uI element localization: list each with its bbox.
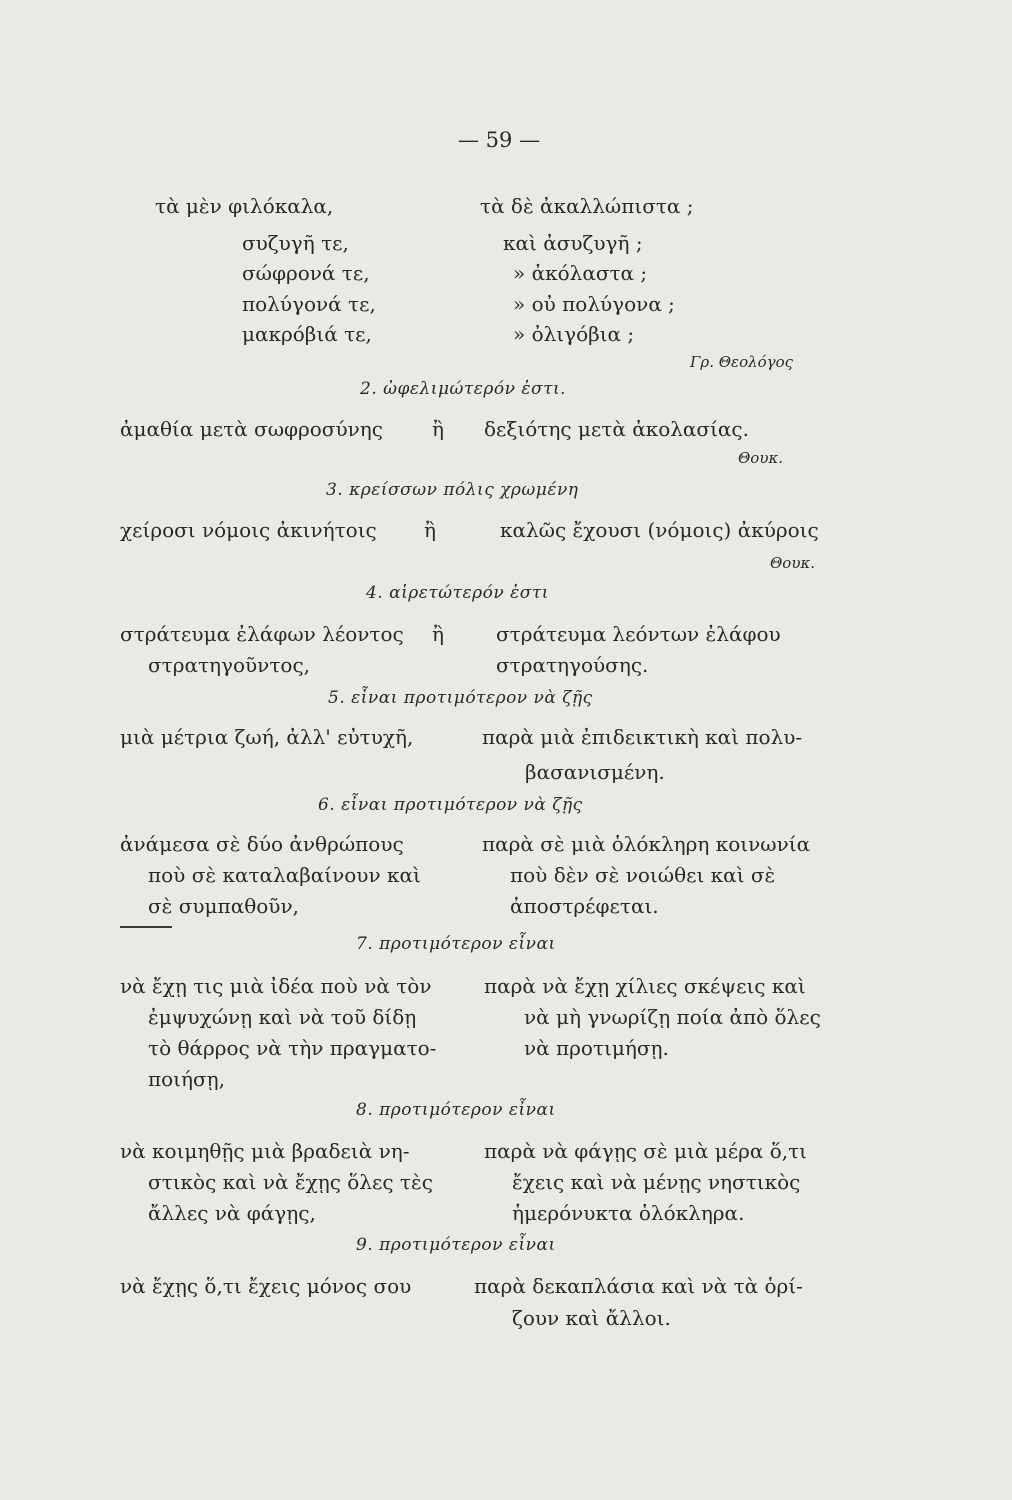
s9-heading: 9. προτιμότερον εἶναι [356,1235,556,1255]
margin-mark [120,926,172,928]
s8-left-1: νὰ κοιμηθῇς μιὰ βραδειὰ νη- [120,1139,410,1163]
s9-right-1: παρὰ δεκαπλάσια καὶ νὰ τὰ ὁρί- [474,1274,803,1298]
s5-right-1: παρὰ μιὰ ἐπιδεικτικὴ καὶ πολυ- [482,725,803,749]
s3-source: Θουκ. [770,554,816,572]
block1-source: Γρ. Θεολόγος [690,353,794,371]
block1-right-3: » ἀκόλαστα ; [513,261,648,285]
s6-left-1: ἀνάμεσα σὲ δύο ἀνθρώπους [120,832,404,856]
s6-heading: 6. εἶναι προτιμότερον νὰ ζῇς [318,795,583,815]
s8-left-3: ἄλλες νὰ φάγῃς, [148,1201,316,1225]
s5-heading: 5. εἶναι προτιμότερον νὰ ζῇς [328,688,593,708]
s2-eta: ἢ [432,417,444,441]
s8-left-2: στικὸς καὶ νὰ ἔχῃς ὅλες τὲς [148,1170,433,1194]
s2-left: ἀμαθία μετὰ σωφροσύνης [120,417,383,441]
s3-eta: ἢ [424,518,436,542]
s8-right-3: ἡμερόνυκτα ὁλόκληρα. [512,1201,745,1225]
s8-right-1: παρὰ νὰ φάγῃς σὲ μιὰ μέρα ὅ,τι [484,1139,808,1163]
s2-heading: 2. ὠφελιμώτερόν ἐστι. [360,379,567,399]
s4-heading: 4. αἱρετώτερόν ἐστι [366,583,549,603]
s6-left-3: σὲ συμπαθοῦν, [148,894,299,918]
s3-heading: 3. κρείσσων πόλις χρωμένη [326,480,579,500]
s6-right-1: παρὰ σὲ μιὰ ὁλόκληρη κοινωνία [482,832,811,856]
s2-source: Θουκ. [738,449,784,467]
block1-left-2: συζυγῆ τε, [242,231,349,255]
s5-left: μιὰ μέτρια ζωή, ἀλλ' εὐτυχῆ, [120,725,414,749]
block1-right-4: » οὐ πολύγονα ; [513,292,675,316]
s7-left-2: ἐμψυχώνῃ καὶ νὰ τοῦ δίδῃ [148,1005,417,1029]
s4-eta: ἢ [432,622,444,646]
s7-heading: 7. προτιμότερον εἶναι [356,934,556,954]
block1-left-4: πολύγονά τε, [242,292,376,316]
page-number: — 59 — [458,128,541,152]
s9-left: νὰ ἔχῃς ὅ,τι ἔχεις μόνος σου [120,1274,412,1298]
block1-left-5: μακρόβιά τε, [242,322,372,346]
s7-right-1: παρὰ νὰ ἔχῃ χίλιες σκέψεις καὶ [484,974,806,998]
s7-left-1: νὰ ἔχῃ τις μιὰ ἰδέα ποὺ νὰ τὸν [120,974,432,998]
s7-left-4: ποιήσῃ, [148,1067,226,1091]
s4-left-1: στράτευμα ἐλάφων λέοντος [120,622,404,646]
s4-right-1: στράτευμα λεόντων ἐλάφου [496,622,781,646]
s6-left-2: ποὺ σὲ καταλαβαίνουν καὶ [148,863,421,887]
s7-right-3: νὰ προτιμήσῃ. [524,1036,669,1060]
s7-left-3: τὸ θάρρος νὰ τὴν πραγματο- [148,1036,437,1060]
block1-right-2: καὶ ἀσυζυγῆ ; [503,231,643,255]
s4-right-2: στρατηγούσης. [496,653,649,677]
s9-right-2: ζουν καὶ ἄλλοι. [512,1306,671,1330]
block1-right-1: τὰ δὲ ἀκαλλώπιστα ; [480,194,694,218]
s6-right-2: ποὺ δὲν σὲ νοιώθει καὶ σὲ [510,863,776,887]
s6-right-3: ἀποστρέφεται. [510,894,659,918]
block1-right-5: » ὀλιγόβια ; [513,322,635,346]
s5-right-2: βασανισμένη. [525,760,665,784]
s3-right: καλῶς ἔχουσι (νόμοις) ἀκύροις [500,518,819,542]
s3-left: χείροσι νόμοις ἀκινήτοις [120,518,377,542]
block1-left-1: τὰ μὲν φιλόκαλα, [155,194,334,218]
block1-left-3: σώφρονά τε, [242,261,370,285]
s4-left-2: στρατηγοῦντος, [148,653,311,677]
s8-heading: 8. προτιμότερον εἶναι [356,1100,556,1120]
s7-right-2: νὰ μὴ γνωρίζῃ ποία ἀπὸ ὅλες [524,1005,821,1029]
s2-right: δεξιότης μετὰ ἀκολασίας. [484,417,749,441]
s8-right-2: ἔχεις καὶ νὰ μένῃς νηστικὸς [512,1170,801,1194]
